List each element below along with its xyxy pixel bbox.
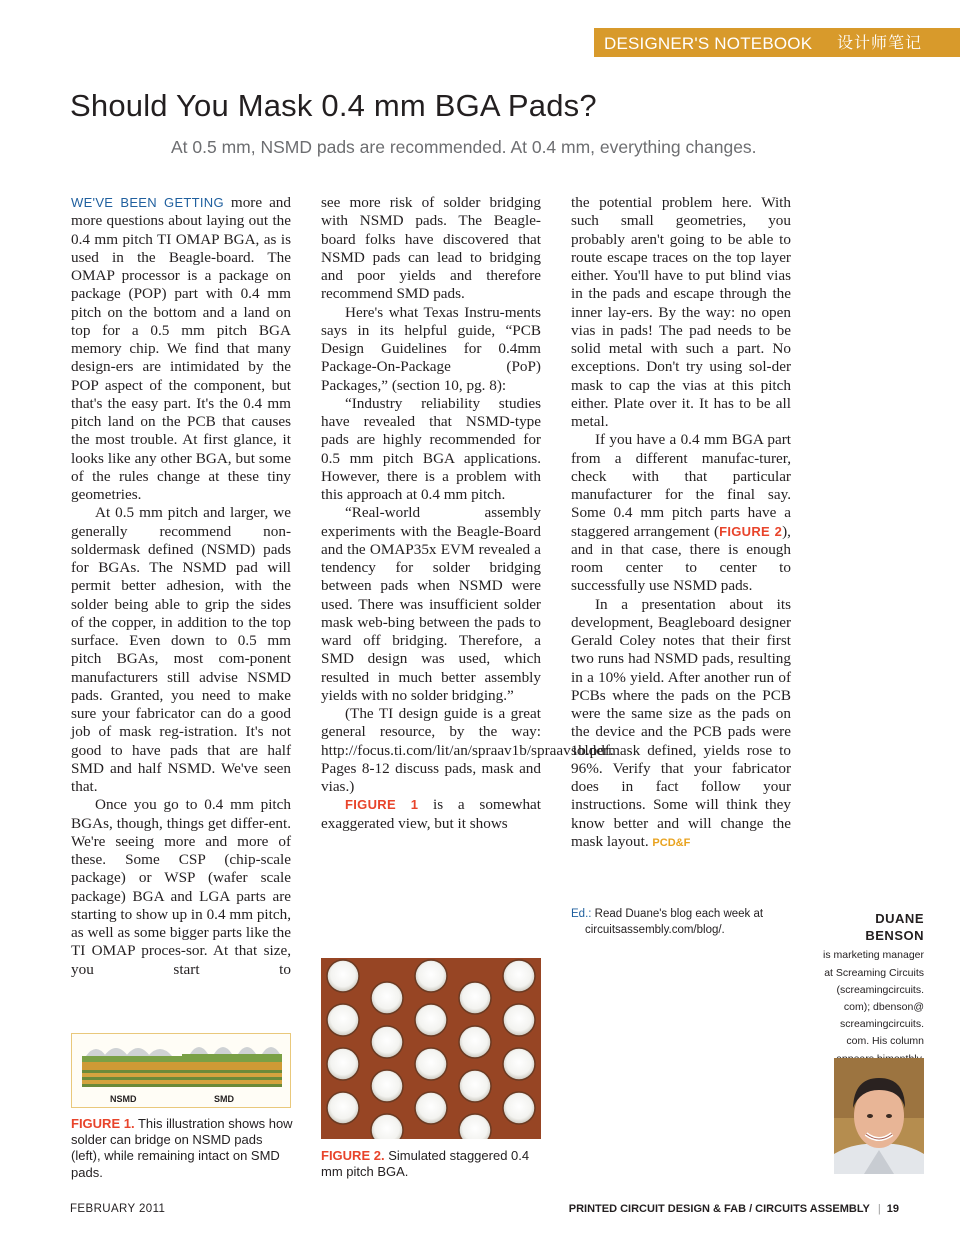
paragraph xyxy=(571,596,791,853)
bga-pad xyxy=(327,1048,359,1080)
column-1 xyxy=(71,194,291,979)
paragraph: “Industry reliability studies have revealed that NSMD-type pads are highly recommended for 0.5 mm pitch BGA applications. However, there is a problem with this approach at 0.4 mm pitch. xyxy=(321,394,541,503)
author-bio xyxy=(822,910,924,1068)
paragraph-text: If you have a 0.4 mm BGA part from a different manufac-turer, check with that particular manufacturer for the final say. Some 0.4 mm pitch parts have a staggered arrangement ( xyxy=(571,431,791,540)
bio-line: (screamingcircuits. xyxy=(836,983,924,996)
paragraph: Here's what Texas Instru-ments says in its helpful guide, “PCB Design Guidelines for 0.4mm Package-On-Package (PoP) Packages,” (section 10, pg. 8): xyxy=(321,303,541,394)
bga-pad xyxy=(327,1004,359,1036)
author-photo xyxy=(834,1058,924,1174)
publication-name: PRINTED CIRCUIT DESIGN & FAB / CIRCUITS ASSEMBLY xyxy=(568,1203,870,1215)
paragraph: see more risk of solder bridging with NSMD pads. The Beagle-board folks have discovered that NSMD pads can lead to bridging and poor yields and therefore recommend SMD pads. xyxy=(321,194,541,303)
paragraph-text: ), and in that case, there is enough room center to center to successfully use NSMD pads. xyxy=(571,522,791,595)
caption-label: FIGURE 1. xyxy=(71,1116,135,1131)
bga-pad xyxy=(371,982,403,1014)
smd-label: SMD xyxy=(214,1094,234,1104)
paragraph: the potential problem here. With such small geometries, you probably aren't going to be able to route escape traces on the top layer either. You'll have to put blind vias in the pads and escape through the inner lay-ers. By the way: no open vias in pads! The pad needs to be solid metal with such a part. No exceptions. Don't try using sol-der mask to cap the vias at this pitch either. Plate over it. It has to be all metal. xyxy=(571,194,791,430)
nsmd-label: NSMD xyxy=(110,1094,137,1104)
bga-pad xyxy=(503,960,535,992)
paragraph: “Real-world assembly experiments with the Beagle-Board and the OMAP35x EVM revealed a tendency for solder bridging between pads when NSMD were used. There was insufficient solder mask web-bing between the pads to ward off bridging. Therefore, a SMD design was used, which resulted in much better assembly yields with no solder bridging.” xyxy=(321,504,541,704)
bga-pad xyxy=(503,1004,535,1036)
author-name: DUANE BENSON xyxy=(865,911,924,944)
paragraph-text: is a somewhat exaggerated view, but it shows xyxy=(321,796,542,832)
column-3 xyxy=(571,194,791,852)
bio-line: is marketing manager xyxy=(823,949,924,962)
figure-2-caption xyxy=(321,1148,543,1180)
section-title: DESIGNER'S NOTEBOOK xyxy=(604,34,813,53)
bga-pad xyxy=(371,1114,403,1139)
page-number: 19 xyxy=(886,1203,899,1215)
bga-pad xyxy=(415,1004,447,1036)
bga-pad xyxy=(459,982,491,1014)
bga-pad xyxy=(459,1114,491,1139)
lead-in: WE'VE BEEN GETTING xyxy=(71,195,224,210)
bga-pad xyxy=(415,1092,447,1124)
caption-label: FIGURE 2. xyxy=(321,1148,385,1163)
figure-reference: FIGURE 1 xyxy=(345,797,419,813)
caption-text: This illustration shows how solder can bridge on NSMD pads (left), while remaining intact on SMD pads. xyxy=(71,1116,293,1180)
bio-line: com); dbenson@ xyxy=(843,1001,924,1014)
divider: | xyxy=(877,1203,881,1215)
publication-footer xyxy=(569,1203,899,1215)
bga-pad xyxy=(459,1070,491,1102)
article-deck: At 0.5 mm, NSMD pads are recommended. At 0.4 mm, everything changes. xyxy=(171,137,757,157)
caption-text: Simulated staggered 0.4 mm pitch BGA. xyxy=(321,1148,530,1180)
figure-reference: FIGURE 2 xyxy=(719,523,783,539)
bga-pad xyxy=(415,1048,447,1080)
paragraph xyxy=(321,796,541,833)
end-mark: PCD&F xyxy=(652,836,691,849)
figure-1-caption xyxy=(71,1116,293,1181)
paragraph-text: more and more questions about laying out the 0.4 mm pitch TI OMAP BGA, as is used in the Beagle-board. The OMAP processor is a package on package (POP) part with 0.4 mm pitch on the bottom and a land on top for a 0.5 mm pitch BGA memory chip. We find that many design-ers are intimidated by the POP aspect of the component, but that's the easy part. It's the 0.4 mm pitch land on the PCB that causes the most trouble. At first glance, it looks like any other BGA, but some of the rules change at these tiny geometries. xyxy=(71,194,291,503)
section-title-cn: 设计师笔记 xyxy=(836,35,922,52)
bga-pad xyxy=(327,1092,359,1124)
editor-label: Ed.: xyxy=(571,908,592,920)
paragraph-text: In a presentation about its development, Beagleboard designer Gerald Coley notes that their first two runs had NSMD pads, resulting in a 10% yield. After another run of PCBs where the pads on the PCB were the same size as the pads on the device and the PCB pads were soldermask defined, yields rose to 96%. Verify that your fabricator does in fact follow your instructions. Some will think they know better and will change the mask layout. xyxy=(571,595,791,850)
editor-note xyxy=(571,907,795,938)
bga-pad xyxy=(503,1092,535,1124)
editor-text: Read Duane's blog each week at xyxy=(591,908,764,920)
section-banner xyxy=(594,28,960,57)
bga-pad xyxy=(503,1048,535,1080)
bio-line: at Screaming Circuits xyxy=(824,966,924,979)
paragraph: (The TI design guide is a great general resource, by the way: http://focus.ti.com/lit/an/spraav1b/spraav1b.pdf. Pages 8-12 discuss pads, mask and vias.) xyxy=(321,705,614,795)
paragraph xyxy=(71,194,291,504)
bga-pad xyxy=(327,960,359,992)
column-2 xyxy=(321,194,614,833)
article-title: Should You Mask 0.4 mm BGA Pads? xyxy=(70,88,597,123)
bga-pad xyxy=(371,1070,403,1102)
bio-line: com. His column xyxy=(846,1035,924,1048)
issue-date: FEBRUARY 2011 xyxy=(70,1203,166,1215)
paragraph xyxy=(571,431,791,595)
bga-pad xyxy=(415,960,447,992)
figure-1-illustration xyxy=(71,1033,291,1108)
blog-link[interactable]: circuitsassembly.com/blog/. xyxy=(585,923,725,936)
paragraph: At 0.5 mm pitch and larger, we generally recommend non-soldermask defined (NSMD) pads for BGAs. The NSMD pad will permit better adhesion, with the solder being able to grip the sides of the copper, in addition to the top surface. Even down to 0.5 mm pitch BGAs, most com-ponent manufacturers still advise NSMD pads. Granted, you need to make sure your fabricator can do a good job of mask reg-istration. It's not good to have pads that are half SMD and half NSMD. We've seen that. xyxy=(71,504,291,795)
bga-pad xyxy=(371,1026,403,1058)
figure-2-photo xyxy=(321,958,541,1139)
bio-line: screamingcircuits. xyxy=(839,1018,924,1031)
bga-pad xyxy=(459,1026,491,1058)
paragraph: Once you go to 0.4 mm pitch BGAs, though, things get differ-ent. We're seeing more and more of these. Some CSP (chip-scale package) or WSP (wafer scale package) BGA and LGA parts are starting to show up in 0.4 mm pitch, as well as some bigger parts like the TI OMAP proces-sor. At that size, you start to xyxy=(71,796,291,978)
